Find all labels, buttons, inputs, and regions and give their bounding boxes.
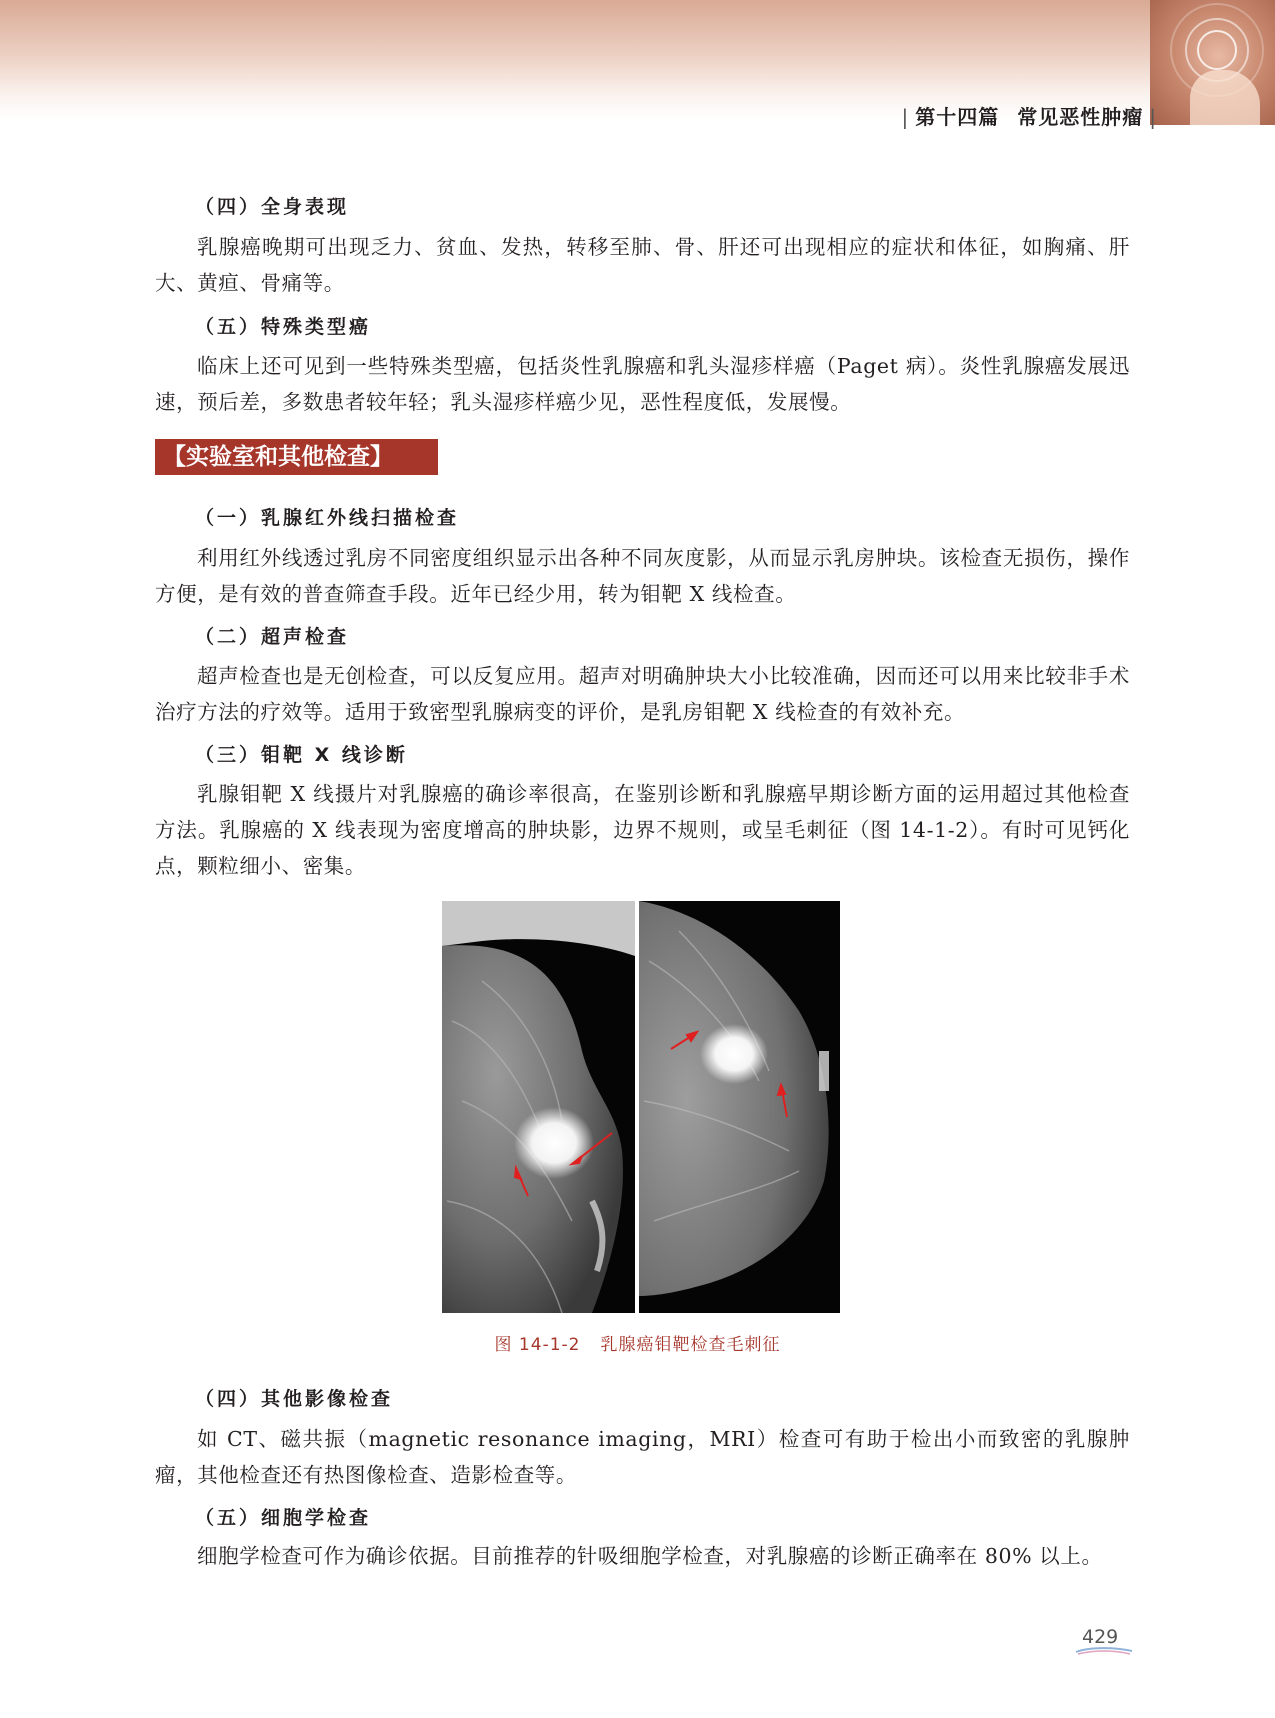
paragraph-cytology: 细胞学检查可作为确诊依据。目前推荐的针吸细胞学检查，对乳腺癌的诊断正确率在 80% 以上。 [197, 1544, 1103, 1568]
section-heading-mammography: （三）钼靶 X 线诊断 [195, 744, 408, 766]
stethoscope-decoration-icon [1150, 0, 1275, 125]
paragraph-mammography: 乳腺钼靶 X 线摄片对乳腺癌的确诊率很高，在鉴别诊断和乳腺癌早期诊断方面的运用超过其他检查方法。乳腺癌的 X 线表现为密度增高的肿块影，边界不规则，或呈毛刺征（图 14-1-2）。有时可见钙化点，颗粒细小、密集。 [155, 782, 1130, 878]
section-banner-lab: 【实验室和其他检查】 [155, 439, 438, 475]
paragraph-systemic: 乳腺癌晚期可出现乏力、贫血、发热，转移至肺、骨、肝还可出现相应的症状和体征，如胸痛、肝大、黄疸、骨痛等。 [155, 235, 1130, 295]
figure-number: 图 14-1-2 [494, 1335, 581, 1355]
mammogram-right-image [639, 901, 840, 1313]
running-head: | 第十四篇 常见恶性肿瘤 | [901, 105, 1157, 129]
section-heading-infrared: （一）乳腺红外线扫描检查 [195, 507, 460, 529]
paragraph-ultrasound: 超声检查也是无创检查，可以反复应用。超声对明确肿块大小比较准确，因而还可以用来比较非手术治疗方法的疗效等。适用于致密型乳腺病变的评价，是乳房钼靶 X 线检查的有效补充。 [155, 664, 1130, 724]
figure-caption-text: 乳腺癌钼靶检查毛刺征 [600, 1335, 781, 1355]
paragraph-other-imaging: 如 CT、磁共振（magnetic resonance imaging，MRI）检查可有助于检出小而致密的乳腺肿瘤，其他检查还有热图像检查、造影检查等。 [155, 1427, 1130, 1487]
section-heading-systemic: （四）全身表现 [195, 196, 350, 218]
mammogram-figure [442, 901, 840, 1313]
mammogram-left-image [442, 901, 635, 1313]
page-number-swoosh-icon [1074, 1646, 1134, 1656]
section-heading-other-imaging: （四）其他影像检查 [195, 1388, 394, 1410]
page-number: 429 [1082, 1626, 1119, 1648]
section-heading-special-types: （五）特殊类型癌 [195, 316, 372, 338]
running-head-title: 常见恶性肿瘤 [1017, 105, 1144, 129]
paragraph-infrared: 利用红外线透过乳房不同密度组织显示出各种不同灰度影，从而显示乳房肿块。该检查无损伤，操作方便，是有效的普查筛查手段。近年已经少用，转为钼靶 X 线检查。 [155, 546, 1130, 606]
section-heading-cytology: （五）细胞学检查 [195, 1507, 372, 1529]
paragraph-special-types: 临床上还可见到一些特殊类型癌，包括炎性乳腺癌和乳头湿疹样癌（Paget 病）。炎性乳腺癌发展迅速，预后差，多数患者较年轻；乳头湿疹样癌少见，恶性程度低，发展慢。 [155, 354, 1130, 414]
figure-caption [0, 1330, 1275, 1355]
section-heading-ultrasound: （二）超声检查 [195, 626, 350, 648]
running-head-part: 第十四篇 [915, 105, 1000, 129]
